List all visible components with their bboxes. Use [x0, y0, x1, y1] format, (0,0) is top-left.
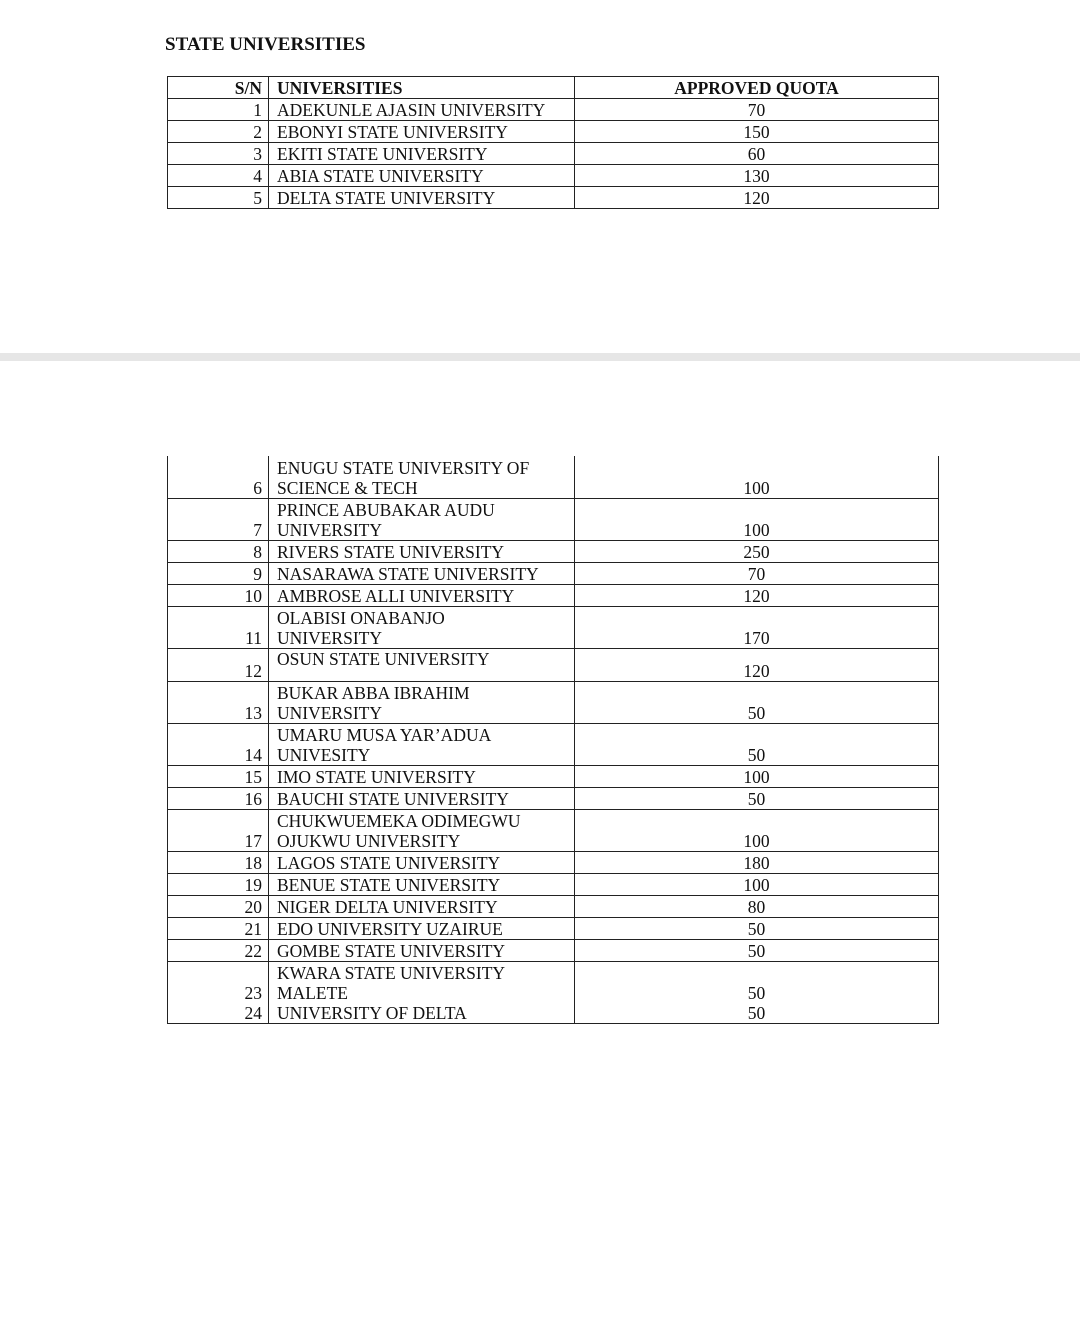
approved-quota-cell: 70 [575, 99, 939, 121]
table-row [168, 917, 939, 939]
page-divider [0, 353, 1080, 361]
table-row [168, 1003, 939, 1024]
university-name-cell [269, 961, 575, 1003]
sn-cell: 13 [168, 681, 269, 723]
quota-table-page-2 [167, 456, 939, 1024]
table-row [168, 939, 939, 961]
sn-cell: 1 [168, 99, 269, 121]
approved-quota-cell: 250 [575, 540, 939, 562]
university-name-line: OLABISI ONABANJO [277, 607, 445, 628]
university-name-cell [269, 606, 575, 648]
university-name-line: DELTA STATE UNIVERSITY [277, 188, 496, 208]
table-row [168, 99, 939, 121]
university-name-cell [269, 187, 575, 209]
sn-cell: 16 [168, 787, 269, 809]
sn-cell: 6 [168, 456, 269, 498]
approved-quota-cell: 120 [575, 648, 939, 681]
table-row [168, 540, 939, 562]
approved-quota-cell: 150 [575, 121, 939, 143]
table-row [168, 723, 939, 765]
approved-quota-cell: 100 [575, 873, 939, 895]
university-name-line: IMO STATE UNIVERSITY [277, 766, 476, 787]
university-name-line: CHUKWUEMEKA ODIMEGWU [277, 810, 521, 831]
approved-quota-cell: 50 [575, 787, 939, 809]
university-name-cell [269, 540, 575, 562]
table-row [168, 851, 939, 873]
table-row [168, 187, 939, 209]
sn-cell: 12 [168, 648, 269, 681]
header-universities: UNIVERSITIES [269, 77, 575, 99]
table-row [168, 809, 939, 851]
table-row [168, 143, 939, 165]
sn-cell: 4 [168, 165, 269, 187]
table-row [168, 562, 939, 584]
approved-quota-cell: 50 [575, 723, 939, 765]
university-name-line: LAGOS STATE UNIVERSITY [277, 852, 501, 873]
university-name-line: PRINCE ABUBAKAR AUDU [277, 499, 495, 520]
university-name-cell [269, 681, 575, 723]
university-name-cell [269, 498, 575, 540]
university-name-cell [269, 143, 575, 165]
university-name-line: NASARAWA STATE UNIVERSITY [277, 563, 539, 584]
table-row [168, 873, 939, 895]
sn-cell: 11 [168, 606, 269, 648]
university-name-line: UNIVERSITY [277, 702, 382, 723]
table-row [168, 765, 939, 787]
sn-cell: 22 [168, 939, 269, 961]
sn-cell: 8 [168, 540, 269, 562]
sn-cell: 19 [168, 873, 269, 895]
university-name-line: UNIVERSITY [277, 627, 382, 648]
approved-quota-cell: 50 [575, 961, 939, 1003]
university-name-cell [269, 723, 575, 765]
sn-cell: 14 [168, 723, 269, 765]
university-name-line: UNIVERSITY OF DELTA [277, 1003, 467, 1023]
university-name-cell [269, 895, 575, 917]
sn-cell: 21 [168, 917, 269, 939]
sn-cell: 5 [168, 187, 269, 209]
approved-quota-cell: 50 [575, 917, 939, 939]
university-name-cell [269, 165, 575, 187]
university-name-line: UNIVERSITY [277, 519, 382, 540]
approved-quota-cell: 70 [575, 562, 939, 584]
university-name-line: BUKAR ABBA IBRAHIM [277, 682, 470, 703]
university-name-line: AMBROSE ALLI UNIVERSITY [277, 585, 515, 606]
approved-quota-cell: 60 [575, 143, 939, 165]
university-name-cell [269, 809, 575, 851]
sn-cell: 9 [168, 562, 269, 584]
university-name-cell [269, 121, 575, 143]
sn-cell: 15 [168, 765, 269, 787]
university-name-cell [269, 1003, 575, 1024]
approved-quota-cell: 50 [575, 1003, 939, 1024]
university-name-cell [269, 584, 575, 606]
university-name-line: BENUE STATE UNIVERSITY [277, 874, 501, 895]
university-name-line: BAUCHI STATE UNIVERSITY [277, 788, 509, 809]
approved-quota-cell: 120 [575, 187, 939, 209]
approved-quota-cell: 50 [575, 939, 939, 961]
table-row [168, 606, 939, 648]
sn-cell: 10 [168, 584, 269, 606]
sn-cell: 20 [168, 895, 269, 917]
university-name-cell [269, 873, 575, 895]
university-name-line: ABIA STATE UNIVERSITY [277, 166, 484, 186]
university-name-cell [269, 851, 575, 873]
approved-quota-cell: 100 [575, 498, 939, 540]
sn-cell: 23 [168, 961, 269, 1003]
approved-quota-cell: 130 [575, 165, 939, 187]
sn-cell: 2 [168, 121, 269, 143]
university-name-cell [269, 787, 575, 809]
table-row [168, 895, 939, 917]
university-name-line: UNIVESITY [277, 744, 371, 765]
university-name-line: OJUKWU UNIVERSITY [277, 830, 461, 851]
university-name-cell [269, 939, 575, 961]
approved-quota-cell: 80 [575, 895, 939, 917]
university-name-line: OSUN STATE UNIVERSITY [277, 648, 490, 669]
university-name-line: GOMBE STATE UNIVERSITY [277, 940, 506, 961]
university-name-cell [269, 99, 575, 121]
header-sn: S/N [168, 77, 269, 99]
university-name-line: EKITI STATE UNIVERSITY [277, 144, 488, 164]
approved-quota-cell: 120 [575, 584, 939, 606]
university-name-cell [269, 765, 575, 787]
table-row [168, 584, 939, 606]
approved-quota-cell: 170 [575, 606, 939, 648]
university-name-cell [269, 917, 575, 939]
page-title: STATE UNIVERSITIES [165, 34, 366, 55]
table-row [168, 648, 939, 681]
sn-cell: 18 [168, 851, 269, 873]
sn-cell: 24 [168, 1003, 269, 1024]
approved-quota-cell: 100 [575, 765, 939, 787]
sn-cell: 17 [168, 809, 269, 851]
approved-quota-cell: 100 [575, 809, 939, 851]
table-row [168, 165, 939, 187]
university-name-line: ADEKUNLE AJASIN UNIVERSITY [277, 100, 546, 120]
approved-quota-cell: 100 [575, 456, 939, 498]
university-name-line: UMARU MUSA YAR’ADUA [277, 724, 492, 745]
table-row [168, 787, 939, 809]
quota-table-page-1 [167, 76, 939, 209]
university-name-cell [269, 648, 575, 681]
university-name-line: MALETE [277, 983, 348, 1003]
university-name-line: RIVERS STATE UNIVERSITY [277, 541, 505, 562]
university-name-line: EBONYI STATE UNIVERSITY [277, 122, 508, 142]
table-row [168, 121, 939, 143]
table-row [168, 456, 939, 498]
table-row [168, 681, 939, 723]
university-name-cell [269, 456, 575, 498]
university-name-line: NIGER DELTA UNIVERSITY [277, 896, 498, 917]
header-approved-quota: APPROVED QUOTA [575, 77, 939, 99]
approved-quota-cell: 50 [575, 681, 939, 723]
university-name-line: EDO UNIVERSITY UZAIRUE [277, 918, 503, 939]
table-row [168, 961, 939, 1003]
sn-cell: 3 [168, 143, 269, 165]
university-name-line: ENUGU STATE UNIVERSITY OF [277, 457, 530, 478]
university-name-line: SCIENCE & TECH [277, 477, 418, 498]
university-name-cell [269, 562, 575, 584]
table-header-row [168, 77, 939, 99]
table-row [168, 498, 939, 540]
sn-cell: 7 [168, 498, 269, 540]
approved-quota-cell: 180 [575, 851, 939, 873]
university-name-line: KWARA STATE UNIVERSITY [277, 963, 506, 983]
